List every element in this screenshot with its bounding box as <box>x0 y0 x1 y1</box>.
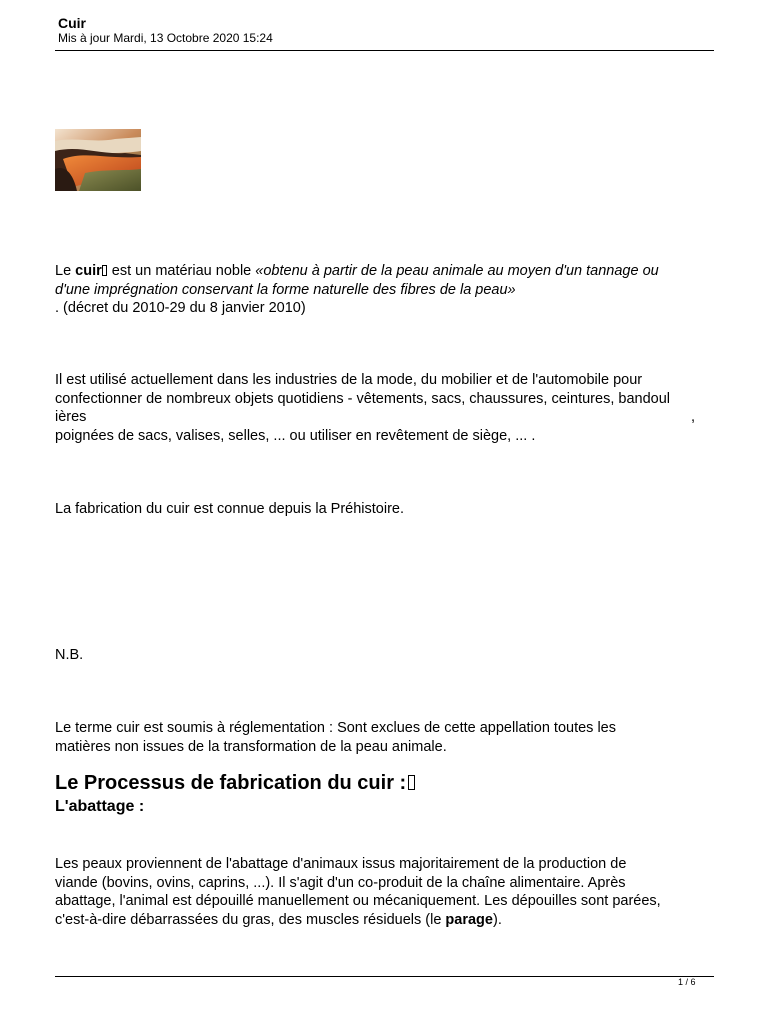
slaughter-line4-post: ). <box>492 911 502 928</box>
updated-date: Mis à jour Mardi, 13 Octobre 2020 15:24 <box>58 31 273 45</box>
process-heading-text: Le Processus de fabrication du cuir : <box>55 772 407 794</box>
intro-quote-line2: d'une imprégnation conservant la forme naturelle des fibres de la peau» <box>55 281 516 298</box>
usage-comma: , <box>691 409 696 425</box>
slaughter-paragraph <box>55 855 725 929</box>
slaughter-line2: viande (bovins, ovins, caprins, ...). Il s'agit d'un co-produit de la chaîne alimentaire. Après <box>55 874 626 891</box>
missing-glyph-icon <box>408 775 415 790</box>
leather-image <box>55 129 141 191</box>
regulation-line2: matières non issues de la transformation de la peau animale. <box>55 738 447 755</box>
process-heading <box>55 772 416 795</box>
usage-line4: poignées de sacs, valises, selles, ... ou utiliser en revêtement de siège, ... . <box>55 427 536 444</box>
regulation-line1: Le terme cuir est soumis à réglementation : Sont exclues de cette appellation toutes les <box>55 720 616 736</box>
history-paragraph: La fabrication du cuir est connue depuis la Préhistoire. <box>55 501 405 517</box>
usage-line3: ières <box>55 409 87 425</box>
slaughter-term-parage: parage <box>445 911 493 928</box>
intro-term: cuir <box>75 263 102 279</box>
slaughter-line3: abattage, l'animal est dépouillé manuellement ou mécaniquement. Les dépouilles sont parées, <box>55 893 661 909</box>
usage-paragraph <box>55 371 715 445</box>
usage-line1: Il est utilisé actuellement dans les industries de la mode, du mobilier et de l'automobile pour <box>55 372 643 388</box>
missing-glyph-icon <box>102 265 107 276</box>
footer-divider <box>55 976 714 977</box>
slaughter-heading: L'abattage : <box>55 798 145 815</box>
intro-paragraph <box>55 262 725 318</box>
slaughter-line4-pre: c'est-à-dire débarrassées du gras, des muscles résiduels (le <box>55 911 446 928</box>
nb-label: N.B. <box>55 647 84 663</box>
regulation-paragraph <box>55 719 715 756</box>
intro-after-term: est un matériau noble <box>107 263 256 279</box>
header-divider <box>55 50 714 51</box>
usage-line2: confectionner de nombreux objets quotidiens - vêtements, sacs, chaussures, ceintures, bandoul <box>55 390 670 407</box>
document-title: Cuir <box>58 15 86 31</box>
intro-decree: . (décret du 2010-29 du 8 janvier 2010) <box>55 300 306 316</box>
slaughter-line1: Les peaux proviennent de l'abattage d'animaux issus majoritairement de la production de <box>55 856 627 872</box>
intro-quote-line1: «obtenu à partir de la peau animale au moyen d'un tannage ou <box>255 263 659 279</box>
intro-lead: Le <box>55 263 76 279</box>
page-number: 1 / 6 <box>678 977 696 987</box>
